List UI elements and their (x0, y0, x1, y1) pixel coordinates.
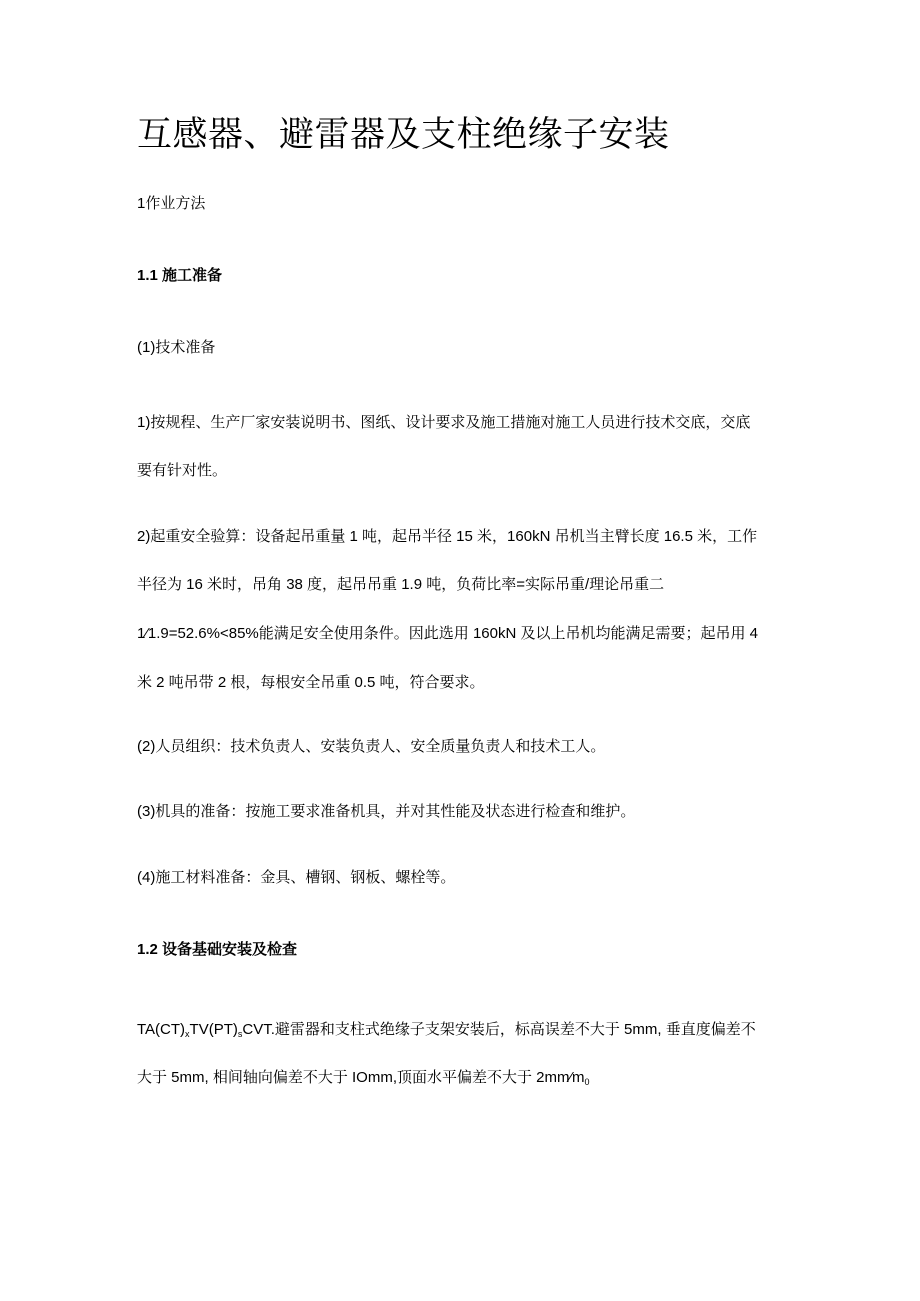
subscript: 0 (584, 1077, 590, 1087)
paragraph-tools: (3)机具的准备：按施工要求准备机具，并对其性能及状态进行检查和维护。 (137, 803, 636, 820)
paragraph-line (137, 1020, 756, 1040)
paragraph-line: 1⁄1.9=52.6%<85%能满足安全使用条件。因此选用 160kN 及以上吊机均能满足需要；起吊用 4 (137, 625, 758, 642)
paragraph-line: 米 2 吨吊带 2 根，每根安全吊重 0.5 吨，符合要求。 (137, 674, 485, 691)
subheading-technical-preparation: (1)技术准备 (137, 339, 216, 356)
paragraph-line: 要有针对性。 (137, 462, 228, 479)
section-heading-1: 1作业方法 (137, 195, 206, 212)
text-run: TV(PT) (189, 1021, 238, 1038)
paragraph-line: 半径为 16 米时，吊角 38 度，起吊吊重 1.9 吨，负荷比率=实际吊重/理论吊重二 (137, 576, 665, 593)
text-run: 大于 5mm, 相间轴向偏差不大于 IOmm,顶面水平偏差不大于 2mm⁄m (137, 1069, 585, 1086)
paragraph-materials: (4)施工材料准备：金具、槽钢、钢板、螺栓等。 (137, 869, 456, 886)
text-run: TA(CT) (137, 1021, 186, 1038)
paragraph-line: 2)起重安全验算：设备起吊重量 1 吨，起吊半径 15 米，160kN 吊机当主臂长度 16.5 米，工作 (137, 528, 758, 545)
section-heading-1-2: 1.2 设备基础安装及检查 (137, 941, 298, 958)
paragraph-line: 1)按规程、生产厂家安装说明书、图纸、设计要求及施工措施对施工人员进行技术交底，交底 (137, 414, 751, 431)
subscript: s (237, 1029, 243, 1039)
paragraph-line (137, 1068, 590, 1088)
document-title: 互感器、避雷器及支柱绝缘子安装 (137, 115, 670, 155)
subscript: x (185, 1029, 190, 1039)
text-run: CVT.避雷器和支柱式绝缘子支架安装后，标高误差不大于 5mm, 垂直度偏差不 (242, 1021, 756, 1038)
paragraph-personnel: (2)人员组织：技术负责人、安装负责人、安全质量负责人和技术工人。 (137, 738, 606, 755)
section-heading-1-1: 1.1 施工准备 (137, 267, 223, 284)
